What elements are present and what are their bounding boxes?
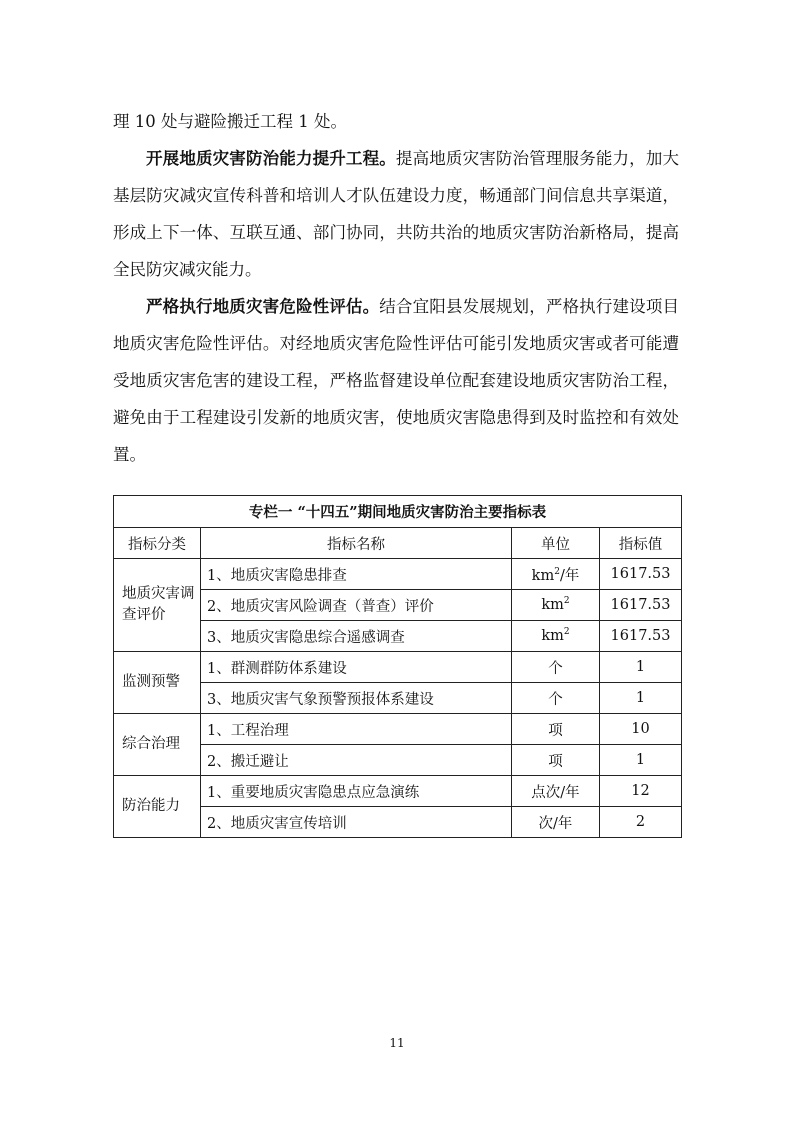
table-row	[114, 559, 682, 590]
paragraph-3-text: 结合宜阳县发展规划，严格执行建设项目地质灾害危险性评估。对经地质灾害危险性评估可能引发地质灾害或者可能遭受地质灾害危害的建设工程，严格监督建设单位配套建设地质灾害防治工程，避免由于工程建设引发新的地质灾害，使地质灾害隐患得到及时监控和有效处置。	[113, 297, 680, 464]
category-cell: 综合治理	[114, 714, 201, 776]
indicator-value: 1	[600, 745, 682, 776]
paragraph-3	[113, 288, 679, 473]
indicator-value: 1617.53	[600, 559, 682, 590]
paragraph-2-title: 开展地质灾害防治能力提升工程。	[146, 149, 396, 168]
indicator-unit: 点次/年	[512, 776, 600, 807]
indicator-name: 1、群测群防体系建设	[201, 652, 512, 683]
indicator-name: 3、地质灾害隐患综合遥感调查	[201, 621, 512, 652]
indicator-value: 1617.53	[600, 590, 682, 621]
table-header-row	[114, 528, 682, 559]
indicator-unit: 次/年	[512, 807, 600, 838]
indicator-unit: 个	[512, 652, 600, 683]
indicator-unit: 个	[512, 683, 600, 714]
category-cell: 地质灾害调查评价	[114, 559, 201, 652]
category-cell: 监测预警	[114, 652, 201, 714]
page-number: 11	[389, 1036, 405, 1050]
paragraph-3-title: 严格执行地质灾害危险性评估。	[146, 297, 380, 316]
indicator-value: 12	[600, 776, 682, 807]
header-unit: 单位	[512, 528, 600, 559]
paragraph-2	[113, 140, 679, 288]
paragraph-2-text: 提高地质灾害防治管理服务能力，加大基层防灾减灾宣传科普和培训人才队伍建设力度，畅通部门间信息共享渠道，形成上下一体、互联互通、部门协同，共防共治的地质灾害防治新格局，提高全民防灾减灾能力。	[113, 149, 680, 279]
header-category: 指标分类	[114, 528, 201, 559]
table-caption-row	[114, 496, 682, 528]
indicator-name: 2、地质灾害宣传培训	[201, 807, 512, 838]
indicator-value: 2	[600, 807, 682, 838]
indicator-value: 10	[600, 714, 682, 745]
indicator-name: 3、地质灾害气象预警预报体系建设	[201, 683, 512, 714]
indicator-value: 1	[600, 683, 682, 714]
indicator-unit: $km^2$	[512, 621, 600, 652]
indicator-name: 1、重要地质灾害隐患点应急演练	[201, 776, 512, 807]
header-name: 指标名称	[201, 528, 512, 559]
header-value: 指标值	[600, 528, 682, 559]
table-row	[114, 652, 682, 683]
indicator-value: 1617.53	[600, 621, 682, 652]
category-cell: 防治能力	[114, 776, 201, 838]
paragraph-1: 理 10 处与避险搬迁工程 1 处。	[113, 112, 347, 131]
indicator-table	[113, 495, 682, 838]
body-text	[113, 103, 679, 473]
indicator-name: 2、搬迁避让	[201, 745, 512, 776]
indicator-unit: 项	[512, 714, 600, 745]
indicator-unit: $km^2$	[512, 590, 600, 621]
table-caption: 专栏一 “十四五”期间地质灾害防治主要指标表	[114, 496, 682, 528]
indicator-name: 1、地质灾害隐患排查	[201, 559, 512, 590]
table-row	[114, 714, 682, 745]
indicator-unit: $km^2/$年	[512, 559, 600, 590]
indicator-unit: 项	[512, 745, 600, 776]
indicator-name: 2、地质灾害风险调查（普查）评价	[201, 590, 512, 621]
indicator-value: 1	[600, 652, 682, 683]
indicator-name: 1、工程治理	[201, 714, 512, 745]
table-row	[114, 776, 682, 807]
